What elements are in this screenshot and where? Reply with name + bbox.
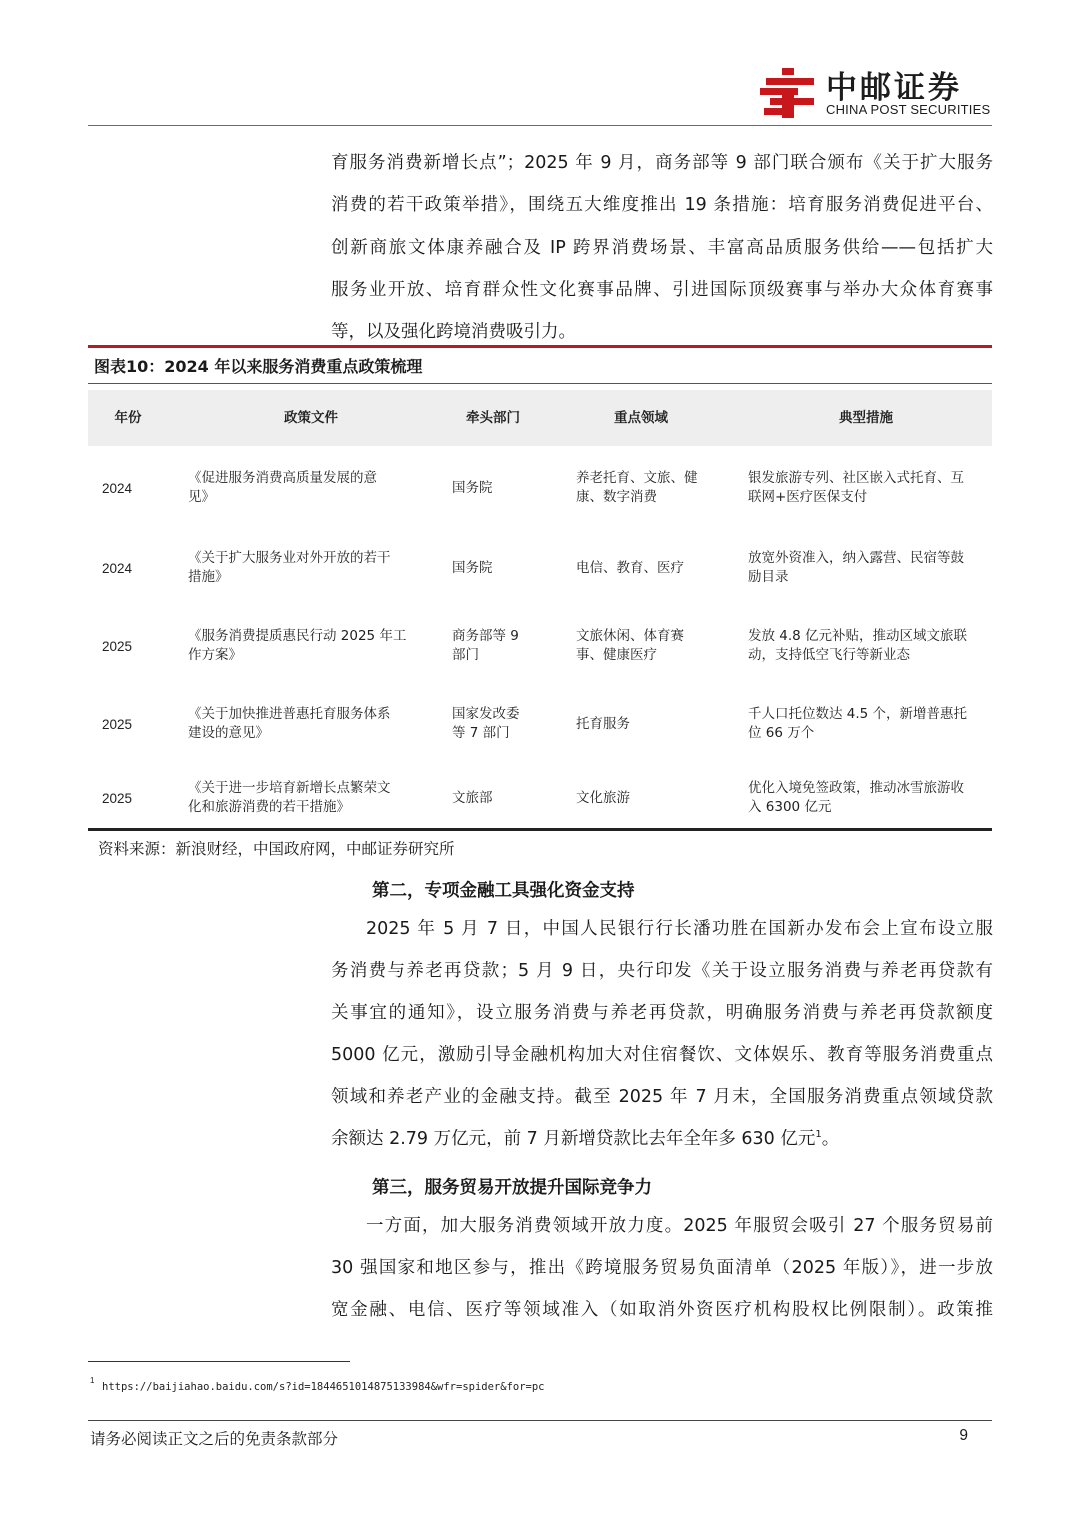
cell-department [452, 479, 562, 498]
paragraph-line: 育服务消费新增长点”；2025 年 9 月，商务部等 9 部门联合颁布《关于扩大服务 [331, 153, 993, 173]
cell-line: 千人口托位数达 4.5 个，新增普惠托 [748, 706, 968, 722]
figure-source: 资料来源：新浪财经，中国政府网，中邮证券研究所 [98, 840, 455, 858]
cell-line: 《服务消费提质惠民行动 2025 年工 [188, 628, 407, 644]
cell-line: 联网+医疗医保支付 [748, 489, 868, 505]
cell-field [576, 559, 726, 578]
column-header-measure: 典型措施 [839, 410, 893, 426]
cell-field [576, 469, 726, 507]
cell-line: 2025 [102, 791, 133, 806]
cell-line: 入 6300 亿元 [748, 799, 832, 815]
cell-measure [748, 549, 988, 587]
cell-measure [748, 627, 988, 665]
cell-year [102, 559, 172, 578]
cell-line: 电信、教育、医疗 [576, 560, 684, 576]
cell-line: 银发旅游专列、社区嵌入式托育、互 [748, 470, 964, 486]
cell-field [576, 627, 726, 665]
footer-divider [88, 1420, 992, 1421]
paragraph-line: 2025 年 5 月 7 日，中国人民银行行长潘功胜在国新办发布会上宣布设立服 [366, 919, 993, 939]
cell-measure [748, 779, 988, 817]
cell-line: 《关于扩大服务业对外开放的若干 [188, 550, 391, 566]
table-row [88, 686, 992, 762]
cell-measure [748, 469, 988, 507]
paragraph-end-punct: 。 [821, 1129, 840, 1149]
cell-line: 养老托育、文旅、健 [576, 470, 698, 486]
cell-field [576, 789, 726, 808]
cell-department [452, 559, 562, 578]
cell-document [188, 705, 438, 743]
paragraph-line: 宽金融、电信、医疗等领域准入（如取消外资医疗机构股权比例限制）。政策推 [331, 1300, 993, 1320]
cell-line: 发放 4.8 亿元补贴，推动区域文旅联 [748, 628, 968, 644]
cell-line: 动，支持低空飞行等新业态 [748, 647, 910, 663]
logo-english-name: CHINA POST SECURITIES [826, 102, 991, 117]
header-divider [88, 125, 992, 126]
footnote-number: 1 [90, 1376, 95, 1385]
cell-year [102, 479, 172, 498]
cell-field [576, 715, 726, 734]
cell-line: 文旅休闲、体育赛 [576, 628, 684, 644]
section-heading: 第三，服务贸易开放提升国际竞争力 [372, 1178, 652, 1198]
cell-line: 见》 [188, 489, 215, 505]
cell-line: 商务部等 9 [452, 628, 519, 644]
column-header-year: 年份 [114, 410, 142, 426]
cell-document [188, 627, 438, 665]
cell-line: 放宽外资准入，纳入露营、民宿等鼓 [748, 550, 964, 566]
cell-document [188, 469, 438, 507]
section2-paragraph [331, 908, 993, 1160]
table-row [88, 606, 992, 686]
cell-line: 励目录 [748, 569, 789, 585]
paragraph-line: 创新商旅文体康养融合及 IP 跨界消费场景、丰富高品质服务供给——包括扩大 [331, 237, 993, 258]
company-logo [760, 66, 992, 120]
paragraph-line: 领域和养老产业的金融支持。截至 2025 年 7 月末，全国服务消费重点领域贷款 [331, 1087, 993, 1107]
cell-line: 《关于加快推进普惠托育服务体系 [188, 706, 391, 722]
china-post-logo-icon [760, 66, 820, 120]
column-header-department: 牵头部门 [466, 410, 520, 426]
cell-line: 部门 [452, 647, 479, 663]
column-header-document: 政策文件 [284, 410, 338, 426]
cell-line: 2025 [102, 717, 133, 732]
section-heading: 第二，专项金融工具强化资金支持 [372, 881, 635, 901]
cell-line: 作方案》 [188, 647, 242, 663]
table-row [88, 530, 992, 606]
cell-line: 《促进服务消费高质量发展的意 [188, 470, 377, 486]
cell-line: 等 7 部门 [452, 725, 510, 741]
footer-disclaimer: 请务必阅读正文之后的免责条款部分 [90, 1430, 339, 1448]
paragraph-line: 消费的若干政策举措》，围绕五大维度推出 19 条措施：培育服务消费促进平台、 [331, 195, 993, 216]
footnote-link[interactable]: https://baijiahao.baidu.com/s?id=1844651014875133984&wfr=spider&for=pc [102, 1381, 545, 1393]
cell-line: 文化旅游 [576, 790, 630, 806]
table-row [88, 762, 992, 834]
cell-year [102, 789, 172, 808]
cell-line: 国务院 [452, 560, 493, 576]
cell-line: 国务院 [452, 480, 493, 496]
cell-line: 托育服务 [576, 716, 630, 732]
figure-top-rule [88, 345, 992, 348]
cell-line: 2025 [102, 639, 133, 654]
cell-document [188, 549, 438, 587]
figure-title-divider [88, 383, 992, 384]
cell-line: 文旅部 [452, 790, 493, 806]
cell-line: 康、数字消费 [576, 489, 657, 505]
cell-department [452, 627, 562, 665]
cell-line: 化和旅游消费的若干措施》 [188, 799, 350, 815]
paragraph-line: 5000 亿元，激励引导金融机构加大对住宿餐饮、文体娱乐、教育等服务消费重点 [331, 1045, 993, 1065]
page-number: 9 [959, 1427, 968, 1444]
cell-year [102, 715, 172, 734]
table-row [88, 446, 992, 530]
cell-line: 事、健康医疗 [576, 647, 657, 663]
cell-line: 国家发改委 [452, 706, 520, 722]
paragraph-text: 余额达 2.79 万亿元，前 7 月新增贷款比去年全年多 630 亿元 [331, 1129, 816, 1149]
cell-line: 优化入境免签政策，推动冰雪旅游收 [748, 780, 964, 796]
paragraph-line: 30 强国家和地区参与，推出《跨境服务贸易负面清单（2025 年版）》，进一步放 [331, 1258, 993, 1278]
paragraph-line: 等，以及强化跨境消费吸引力。 [331, 322, 576, 343]
cell-measure [748, 705, 988, 743]
paragraph-line: 务消费与养老再贷款；5 月 9 日，央行印发《关于设立服务消费与养老再贷款有 [331, 961, 993, 981]
paragraph-line: 关事宜的通知》，设立服务消费与养老再贷款，明确服务消费与养老再贷款额度 [331, 1003, 993, 1023]
page-header [88, 0, 992, 128]
cell-department [452, 789, 562, 808]
section3-paragraph [331, 1205, 993, 1331]
paragraph-line: 一方面，加大服务消费领域开放力度。2025 年服贸会吸引 27 个服务贸易前 [366, 1216, 993, 1236]
logo-chinese-name: 中邮证券 [826, 70, 962, 106]
cell-line: 2024 [102, 561, 133, 576]
paragraph-line [331, 1118, 993, 1160]
cell-line: 措施》 [188, 569, 229, 585]
cell-line: 建设的意见》 [188, 725, 269, 741]
cell-year [102, 637, 172, 656]
paragraph-line: 服务业开放、培育群众性文化赛事品牌、引进国际顶级赛事与举办大众体育赛事 [331, 279, 993, 300]
table-bottom-rule [88, 828, 992, 831]
column-header-field: 重点领域 [614, 410, 668, 426]
cell-document [188, 779, 438, 817]
footnote-ref[interactable]: 1 [815, 1129, 822, 1141]
footnote-divider [88, 1361, 350, 1362]
policy-table [88, 390, 992, 815]
figure-title: 图表10：2024 年以来服务消费重点政策梳理 [94, 357, 423, 376]
cell-line: 《关于进一步培育新增长点繁荣文 [188, 780, 391, 796]
cell-line: 2024 [102, 481, 133, 496]
table-header-row [88, 390, 992, 446]
cell-line: 位 66 万个 [748, 725, 815, 741]
intro-paragraph [331, 142, 993, 353]
cell-department [452, 705, 562, 743]
